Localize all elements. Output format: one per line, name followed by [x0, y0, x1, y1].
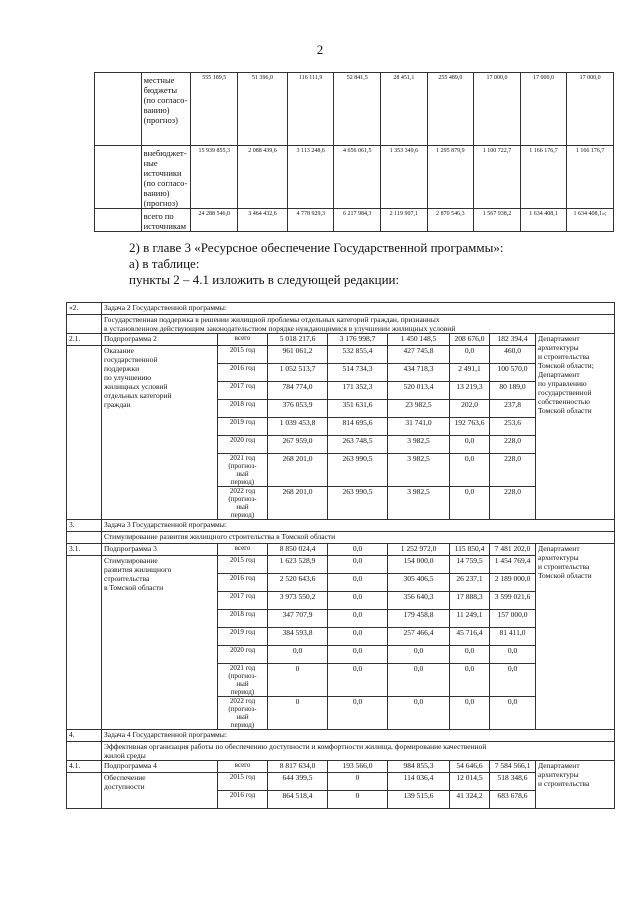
task-number: «2.: [67, 303, 102, 315]
task-number: 4.: [67, 730, 102, 742]
value-cell: 13 219,3: [450, 382, 490, 400]
task-row: [67, 303, 615, 315]
task-description: Государственная поддержка в решении жилищной проблемы отдельных категорий граждан, признанных в установленном действующим законодательством порядке нуждающимися в улучшении жилищных условий: [102, 315, 615, 334]
table-row: [67, 334, 615, 346]
value-cell: 208 676,0: [450, 334, 490, 346]
subprogram-name: Подпрограмма 2: [102, 334, 218, 346]
value-cell: 347 707,9: [268, 610, 328, 628]
value-cell: 0,0: [268, 646, 328, 664]
intro-line-1: 2) в главе 3 «Ресурсное обеспечение Государственной программы»:: [129, 240, 504, 255]
year-label: 2016 год: [218, 574, 268, 592]
value-cell: 6 217 984,3: [334, 209, 381, 232]
value-cell: 12 014,5: [450, 773, 490, 791]
task-description-row: [67, 532, 615, 544]
task-desc-empty: [67, 532, 102, 544]
table-row: [67, 773, 615, 791]
value-cell: 255 489,0: [427, 73, 474, 146]
subprogram-number: 2.1.: [67, 334, 102, 346]
value-cell: 17 000,0: [520, 73, 567, 146]
value-cell: 784 774,0: [268, 382, 328, 400]
value-cell: 0,0: [328, 628, 388, 646]
year-label: 2017 год: [218, 592, 268, 610]
row-label-empty: [95, 146, 142, 209]
value-cell: 45 716,4: [450, 628, 490, 646]
value-cell: 268 201,0: [268, 487, 328, 520]
task-title: Задача 3 Государственной программы:: [102, 520, 615, 532]
value-cell: 3 982,5: [388, 487, 450, 520]
value-cell: 1 454 769,4: [490, 556, 536, 574]
value-cell: 8 850 024,4: [268, 544, 328, 556]
value-cell: 2 189 000,0: [490, 574, 536, 592]
value-cell: 1 567 938,2: [474, 209, 521, 232]
value-cell: 0,0: [450, 646, 490, 664]
value-cell: 644 399,5: [268, 773, 328, 791]
value-cell: 28 451,1: [381, 73, 428, 146]
value-cell: 1 166 176,7: [520, 146, 567, 209]
value-cell: 518 348,6: [490, 773, 536, 791]
task-description: Стимулирование развития жилищного строительства в Томской области: [102, 532, 615, 544]
value-cell: 228,0: [490, 454, 536, 487]
subprogram-description: Стимулирование развития жилищного строительства в Томской области: [102, 556, 218, 730]
subprogram-number: 4.1.: [67, 761, 102, 773]
value-cell: 555 189,5: [191, 73, 238, 146]
value-cell: 179 458,8: [388, 610, 450, 628]
value-cell: 192 763,6: [450, 418, 490, 436]
task-description-row: [67, 742, 615, 761]
value-cell: 0,0: [328, 664, 388, 697]
year-label: 2022 год (прогноз- ный период): [218, 697, 268, 730]
value-cell: 0,0: [490, 646, 536, 664]
value-cell: 1 634 408,1: [520, 209, 567, 232]
value-cell: 1 052 513,7: [268, 364, 328, 382]
value-cell: 2 520 643,6: [268, 574, 328, 592]
value-cell: 182 394,4: [490, 334, 536, 346]
task-number: 3.: [67, 520, 102, 532]
table-row: [67, 556, 615, 574]
year-label: 2017 год: [218, 382, 268, 400]
value-cell: 0,0: [328, 697, 388, 730]
year-label: 2022 год (прогноз- ный период): [218, 487, 268, 520]
value-cell: 1 295 879,9: [427, 146, 474, 209]
value-cell: 3 982,5: [388, 454, 450, 487]
intro-line-2: а) в таблице:: [129, 256, 200, 271]
value-cell: 0,0: [328, 610, 388, 628]
year-label: 2019 год: [218, 418, 268, 436]
task-title: Задача 4 Государственной программы:: [102, 730, 615, 742]
value-cell: 532 855,4: [328, 346, 388, 364]
value-cell: 2 088 439,6: [238, 146, 288, 209]
value-cell: 228,0: [490, 436, 536, 454]
year-label: всего: [218, 544, 268, 556]
value-cell: 3 973 550,2: [268, 592, 328, 610]
value-cell: 193 566,0: [328, 761, 388, 773]
value-cell: 171 352,3: [328, 382, 388, 400]
subprogram-number: 3.1.: [67, 544, 102, 556]
value-cell: 7 584 566,1: [490, 761, 536, 773]
value-cell: 1 634 408,1»;: [567, 209, 614, 232]
value-cell: 0,0: [388, 697, 450, 730]
value-cell: 984 855,3: [388, 761, 450, 773]
value-cell: 376 053,9: [268, 400, 328, 418]
value-cell: 0,0: [450, 487, 490, 520]
year-label: 2016 год: [218, 364, 268, 382]
subprogram-number-cont: [67, 346, 102, 520]
year-label: 2015 год: [218, 346, 268, 364]
value-cell: 157 000,0: [490, 610, 536, 628]
value-cell: 263 990,5: [328, 487, 388, 520]
task-row: [67, 730, 615, 742]
value-cell: 5 018 217,6: [268, 334, 328, 346]
value-cell: 864 518,4: [268, 791, 328, 809]
value-cell: 3 599 021,6: [490, 592, 536, 610]
value-cell: 0,0: [490, 664, 536, 697]
value-cell: 24 288 546,0: [191, 209, 238, 232]
year-label: 2016 год: [218, 791, 268, 809]
responsible-agency: Департамент архитектуры и строительства Томской области: [536, 544, 615, 730]
year-label: 2020 год: [218, 436, 268, 454]
value-cell: 51 396,0: [238, 73, 288, 146]
value-cell: 202,0: [450, 400, 490, 418]
value-cell: 0,0: [388, 646, 450, 664]
value-cell: 23 982,5: [388, 400, 450, 418]
responsible-agency: Департамент архитектуры и строительства: [536, 761, 615, 809]
value-cell: 17 888,3: [450, 592, 490, 610]
value-cell: 116 111,9: [287, 73, 334, 146]
value-cell: 228,0: [490, 487, 536, 520]
table-row: [67, 761, 615, 773]
year-label: всего: [218, 334, 268, 346]
value-cell: 0,0: [328, 592, 388, 610]
value-cell: 2 119 907,1: [381, 209, 428, 232]
resource-table: [66, 302, 615, 809]
value-cell: 0,0: [450, 454, 490, 487]
value-cell: 2 491,1: [450, 364, 490, 382]
value-cell: 15 939 855,3: [191, 146, 238, 209]
value-cell: 305 406,5: [388, 574, 450, 592]
value-cell: 253,6: [490, 418, 536, 436]
value-cell: 268 201,0: [268, 454, 328, 487]
value-cell: 814 695,6: [328, 418, 388, 436]
value-cell: 8 817 634,0: [268, 761, 328, 773]
value-cell: 0,0: [490, 697, 536, 730]
task-description: Эффективная организация работы по обеспечению доступности и комфортности жилища, формирование качественной жилой среды: [102, 742, 615, 761]
value-cell: 4 778 929,3: [287, 209, 334, 232]
value-cell: 267 959,0: [268, 436, 328, 454]
value-cell: 0,0: [450, 664, 490, 697]
subprogram-name: Подпрограмма 4: [102, 761, 218, 773]
row-label-empty: [95, 73, 142, 146]
value-cell: 1 623 528,9: [268, 556, 328, 574]
value-cell: 3 464 432,6: [238, 209, 288, 232]
row-label-empty: [95, 209, 142, 232]
table-row: [95, 209, 614, 232]
value-cell: 154 000,0: [388, 556, 450, 574]
value-cell: 41 324,2: [450, 791, 490, 809]
value-cell: 384 593,8: [268, 628, 328, 646]
value-cell: 263 990,5: [328, 454, 388, 487]
value-cell: 351 631,6: [328, 400, 388, 418]
value-cell: 1 039 453,8: [268, 418, 328, 436]
value-cell: 1 450 148,5: [388, 334, 450, 346]
value-cell: 0: [268, 664, 328, 697]
value-cell: 427 745,8: [388, 346, 450, 364]
value-cell: 514 734,3: [328, 364, 388, 382]
subprogram-description: Оказание государственной поддержки по улучшению жилищных условий отдельных категорий граждан: [102, 346, 218, 520]
value-cell: 356 640,3: [388, 592, 450, 610]
responsible-agency: Департамент архитектуры и строительства Томской области; Департамент по управлению государственной собственностью Томской области: [536, 334, 615, 520]
value-cell: 2 870 546,3: [427, 209, 474, 232]
year-label: 2015 год: [218, 773, 268, 791]
value-cell: 257 466,4: [388, 628, 450, 646]
value-cell: 683 678,6: [490, 791, 536, 809]
value-cell: 0,0: [388, 664, 450, 697]
row-label: местные бюджеты (по согласо- ванию) (прогноз): [141, 73, 191, 146]
value-cell: 961 061,2: [268, 346, 328, 364]
value-cell: 0,0: [450, 697, 490, 730]
value-cell: 1 100 722,7: [474, 146, 521, 209]
value-cell: 3 113 248,6: [287, 146, 334, 209]
subprogram-name: Подпрограмма 3: [102, 544, 218, 556]
row-label: всего по источникам: [141, 209, 191, 232]
row-label: внебюджет- ные источники (по согласо- ванию) (прогноз): [141, 146, 191, 209]
task-desc-empty: [67, 742, 102, 761]
task-title: Задача 2 Государственной программы:: [102, 303, 615, 315]
table-row: [95, 73, 614, 146]
value-cell: 237,8: [490, 400, 536, 418]
value-cell: 11 249,1: [450, 610, 490, 628]
value-cell: 4 656 061,5: [334, 146, 381, 209]
page-number: 2: [316, 42, 324, 57]
value-cell: 17 000,0: [567, 73, 614, 146]
value-cell: 100 570,0: [490, 364, 536, 382]
task-desc-empty: [67, 315, 102, 334]
value-cell: 3 176 998,7: [328, 334, 388, 346]
year-label: 2019 год: [218, 628, 268, 646]
year-label: 2015 год: [218, 556, 268, 574]
value-cell: 31 741,0: [388, 418, 450, 436]
year-label: 2021 год (прогноз- ный период): [218, 664, 268, 697]
value-cell: 0,0: [328, 646, 388, 664]
value-cell: 114 036,4: [388, 773, 450, 791]
value-cell: 3 982,5: [388, 436, 450, 454]
value-cell: 17 000,0: [474, 73, 521, 146]
value-cell: 0: [328, 773, 388, 791]
value-cell: 1 353 349,6: [381, 146, 428, 209]
year-label: 2018 год: [218, 400, 268, 418]
value-cell: 460,0: [490, 346, 536, 364]
task-row: [67, 520, 615, 532]
year-label: 2021 год (прогноз- ный период): [218, 454, 268, 487]
top-funding-table: [94, 72, 614, 232]
value-cell: 14 759,5: [450, 556, 490, 574]
value-cell: 52 841,5: [334, 73, 381, 146]
value-cell: 54 646,6: [450, 761, 490, 773]
year-label: 2018 год: [218, 610, 268, 628]
value-cell: 0: [268, 697, 328, 730]
value-cell: 520 013,4: [388, 382, 450, 400]
subprogram-number-cont: [67, 556, 102, 730]
task-description-row: [67, 315, 615, 334]
value-cell: 434 718,3: [388, 364, 450, 382]
year-label: всего: [218, 761, 268, 773]
value-cell: 0,0: [328, 574, 388, 592]
value-cell: 0,0: [450, 346, 490, 364]
table-row: [67, 544, 615, 556]
subprogram-number-cont: [67, 773, 102, 809]
value-cell: 1 252 972,0: [388, 544, 450, 556]
value-cell: 81 411,0: [490, 628, 536, 646]
value-cell: 115 850,4: [450, 544, 490, 556]
subprogram-description: Обеспечение доступности: [102, 773, 218, 809]
year-label: 2020 год: [218, 646, 268, 664]
value-cell: 139 515,6: [388, 791, 450, 809]
value-cell: 263 748,5: [328, 436, 388, 454]
intro-line-3: пункты 2 – 4.1 изложить в следующей редакции:: [129, 272, 400, 287]
value-cell: 26 237,1: [450, 574, 490, 592]
value-cell: 1 166 176,7: [567, 146, 614, 209]
value-cell: 0,0: [450, 436, 490, 454]
table-row: [67, 346, 615, 364]
value-cell: 0: [328, 791, 388, 809]
value-cell: 80 189,0: [490, 382, 536, 400]
value-cell: 0,0: [328, 544, 388, 556]
value-cell: 0,0: [328, 556, 388, 574]
value-cell: 7 481 202,0: [490, 544, 536, 556]
table-row: [95, 146, 614, 209]
